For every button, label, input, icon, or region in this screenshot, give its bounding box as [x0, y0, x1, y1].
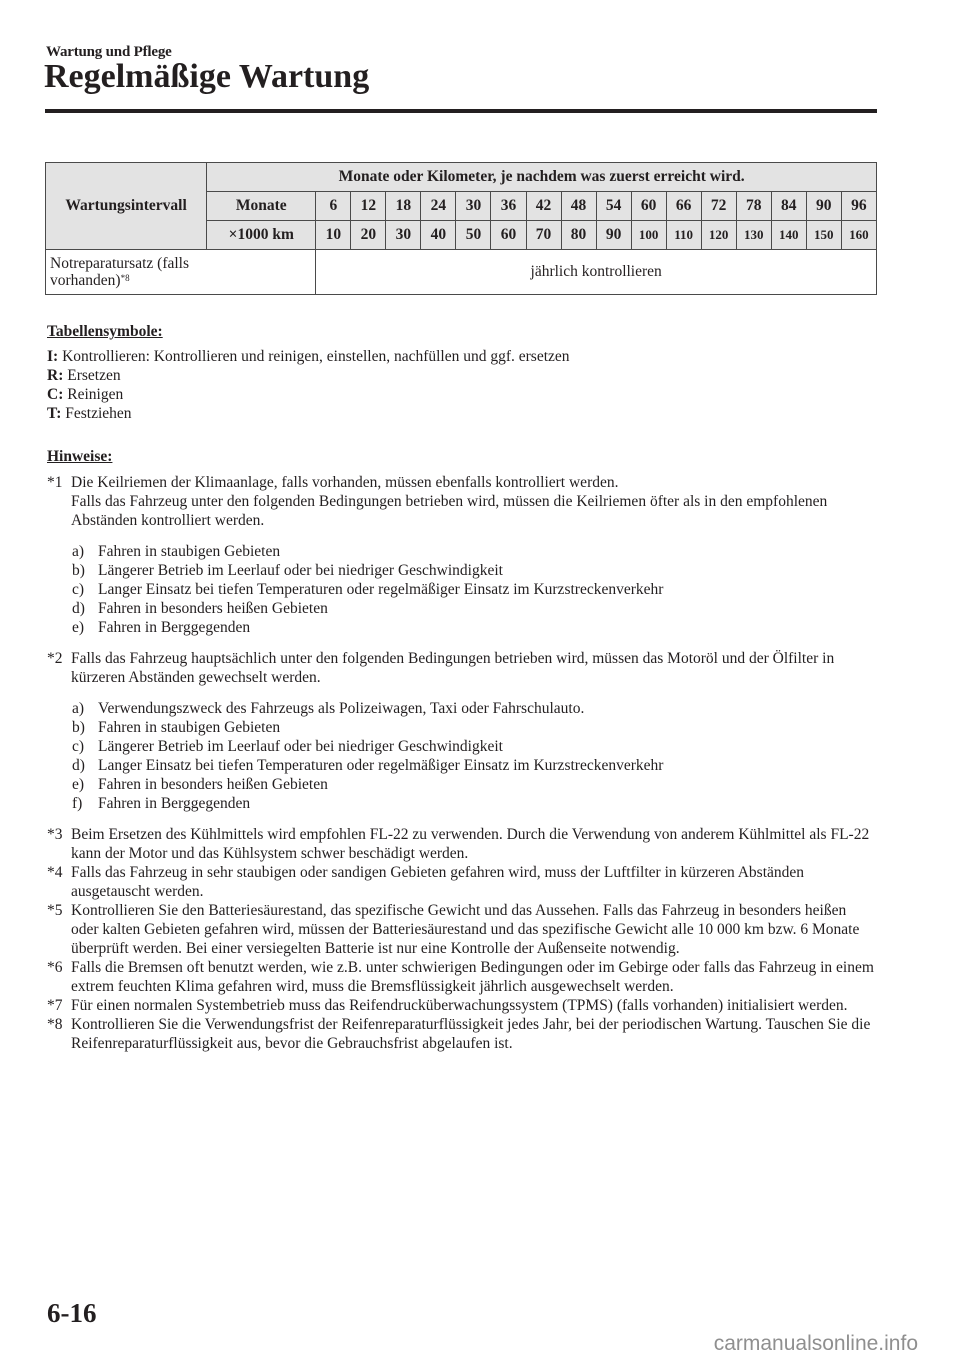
condition-item [72, 542, 877, 561]
condition-letter: c) [72, 738, 85, 755]
symbol-key: I: [47, 348, 59, 365]
months-value: 72 [701, 192, 736, 221]
symbols-list [47, 347, 877, 423]
km-value: 20 [351, 221, 386, 250]
symbol-key: T: [47, 405, 62, 422]
footnote-ref: *8 [120, 273, 130, 283]
section-label: Wartung und Pflege [46, 44, 172, 60]
km-value: 140 [771, 221, 806, 250]
condition-text: Fahren in staubigen Gebieten [98, 719, 281, 736]
notes-section [47, 447, 877, 1053]
condition-item [72, 699, 877, 718]
condition-letter: e) [72, 619, 85, 636]
note-text: Beim Ersetzen des Kühlmittels wird empfohlen FL-22 zu verwenden. Durch die Verwendung von anderem Kühlmittel als FL-22 kann der Motor und das Kühlsystem schwer beschädigt werden. [71, 826, 870, 862]
notes-heading: Hinweise: [47, 448, 113, 465]
symbol-key: C: [47, 386, 64, 403]
watermark: carmanualsonline.info [713, 1332, 918, 1355]
note-text: Kontrollieren Sie die Verwendungsfrist der Reifenreparaturflüssigkeit jedes Jahr, bei der periodischen Wartung. Tauschen Sie die Reifenreparaturflüssigkeit aus, bevor die Gebrauchsfrist abgelaufen ist. [71, 1016, 871, 1052]
condition-text: Langer Einsatz bei tiefen Temperaturen oder regelmäßiger Einsatz im Kurzstreckenverkehr [98, 581, 664, 598]
symbol-item [47, 385, 877, 404]
note-text-line2: Falls das Fahrzeug unter den folgenden Bedingungen betrieben wird, müssen die Keilriemen öfter als in den empfohlenen Abständen kontrolliert werden. [71, 493, 828, 529]
km-value: 160 [841, 221, 876, 250]
km-value: 110 [666, 221, 701, 250]
months-value: 60 [631, 192, 666, 221]
note-text: Falls das Fahrzeug in sehr staubigen oder sandigen Gebieten gefahren wird, muss der Luftfilter in kürzeren Abständen ausgetauscht werden. [71, 864, 805, 900]
symbol-text: Kontrollieren: Kontrollieren und reinigen, einstellen, nachfüllen und ggf. ersetzen [62, 348, 570, 365]
note-1-conditions [72, 542, 877, 637]
condition-item [72, 794, 877, 813]
symbol-text: Reinigen [67, 386, 124, 403]
months-value: 48 [561, 192, 596, 221]
km-value: 90 [596, 221, 631, 250]
condition-letter: d) [72, 600, 85, 617]
condition-text: Längerer Betrieb im Leerlauf oder bei niedriger Geschwindigkeit [98, 562, 503, 579]
notes-rest [47, 825, 877, 1053]
condition-text: Fahren in staubigen Gebieten [98, 543, 281, 560]
symbols-section [47, 322, 877, 423]
condition-item [72, 618, 877, 637]
km-value: 50 [456, 221, 491, 250]
condition-item [72, 580, 877, 599]
symbol-text: Festziehen [65, 405, 132, 422]
note-text: Falls die Bremsen oft benutzt werden, wie z.B. unter schwierigen Bedingungen oder im Gebirge oder falls das Fahrzeug in einem extrem feuchten Klima gefahren wird, muss die Bremsflüssigkeit jährlich ausgewechselt werden. [71, 959, 874, 995]
row-header: Wartungsintervall [46, 163, 207, 250]
months-value: 54 [596, 192, 631, 221]
symbol-item [47, 404, 877, 423]
months-value: 96 [841, 192, 876, 221]
table-header-row-span [46, 163, 877, 192]
note-mark: *2 [47, 650, 63, 667]
page-title: Regelmäßige Wartung [44, 58, 370, 95]
condition-text: Fahren in besonders heißen Gebieten [98, 776, 328, 793]
months-value: 42 [526, 192, 561, 221]
interval-value: jährlich kontrollieren [316, 250, 877, 295]
note-mark: *5 [47, 902, 63, 919]
note-text: Falls das Fahrzeug hauptsächlich unter den folgenden Bedingungen betrieben wird, müssen das Motoröl und der Ölfilter in kürzeren Abständen gewechselt werden. [71, 650, 835, 686]
note-mark: *6 [47, 959, 63, 976]
months-value: 84 [771, 192, 806, 221]
symbols-heading: Tabellensymbole: [47, 323, 163, 340]
condition-letter: a) [72, 543, 85, 560]
months-value: 12 [351, 192, 386, 221]
condition-item [72, 737, 877, 756]
condition-item [72, 561, 877, 580]
km-value: 60 [491, 221, 526, 250]
condition-item [72, 756, 877, 775]
months-value: 36 [491, 192, 526, 221]
symbol-item [47, 366, 877, 385]
condition-text: Langer Einsatz bei tiefen Temperaturen oder regelmäßiger Einsatz im Kurzstreckenverkehr [98, 757, 664, 774]
months-value: 18 [386, 192, 421, 221]
condition-letter: d) [72, 757, 85, 774]
km-value: 10 [316, 221, 351, 250]
note-mark: *4 [47, 864, 63, 881]
condition-text: Längerer Betrieb im Leerlauf oder bei niedriger Geschwindigkeit [98, 738, 503, 755]
months-value: 24 [421, 192, 456, 221]
condition-letter: a) [72, 700, 85, 717]
km-value: 40 [421, 221, 456, 250]
condition-letter: f) [72, 795, 83, 812]
condition-text: Verwendungszweck des Fahrzeugs als Polizeiwagen, Taxi oder Fahrschulauto. [98, 700, 585, 717]
km-value: 150 [806, 221, 841, 250]
page-number: 6-16 [47, 1298, 97, 1328]
condition-letter: e) [72, 776, 85, 793]
table-row [46, 250, 877, 295]
note-3 [47, 825, 877, 863]
note-text: Kontrollieren Sie den Batteriesäurestand, das spezifische Gewicht und das Aussehen. Falls das Fahrzeug in besonders heißen oder kalten Gebieten gefahren wird, müssen der Batteriesäurestand und das spezifische Gewicht alle 10 000 km bzw. 6 Monate überprüft werden. Bei einer versiegelten Batterie ist nur eine Kontrolle der Außenseite notwendig. [71, 902, 860, 957]
condition-text: Fahren in Berggegenden [98, 795, 251, 812]
item-name-line1: Notreparatursatz (falls [50, 255, 190, 272]
condition-text: Fahren in besonders heißen Gebieten [98, 600, 328, 617]
note-2 [47, 649, 877, 687]
note-mark: *8 [47, 1016, 63, 1033]
condition-text: Fahren in Berggegenden [98, 619, 251, 636]
symbol-item [47, 347, 877, 366]
condition-item [72, 775, 877, 794]
km-value: 120 [701, 221, 736, 250]
note-4 [47, 863, 877, 901]
note-mark: *7 [47, 997, 63, 1014]
title-rule [45, 109, 877, 113]
km-value: 70 [526, 221, 561, 250]
item-name-line2: vorhanden) [50, 272, 121, 289]
span-header: Monate oder Kilometer, je nachdem was zuerst erreicht wird. [207, 163, 877, 192]
note-mark: *3 [47, 826, 63, 843]
note-5 [47, 901, 877, 958]
condition-letter: c) [72, 581, 85, 598]
km-value: 80 [561, 221, 596, 250]
note-text-line1: Die Keilriemen der Klimaanlage, falls vorhanden, müssen ebenfalls kontrolliert werden. [71, 474, 619, 491]
months-label: Monate [207, 192, 316, 221]
months-value: 6 [316, 192, 351, 221]
km-value: 130 [736, 221, 771, 250]
months-value: 78 [736, 192, 771, 221]
note-8 [47, 1015, 877, 1053]
condition-letter: b) [72, 719, 85, 736]
months-value: 66 [666, 192, 701, 221]
item-cell [46, 250, 316, 295]
note-mark: *1 [47, 474, 63, 491]
note-6 [47, 958, 877, 996]
months-value: 90 [806, 192, 841, 221]
note-1 [47, 473, 877, 530]
condition-item [72, 599, 877, 618]
km-value: 100 [631, 221, 666, 250]
note-text: Für einen normalen Systembetrieb muss das Reifendrucküberwachungssystem (TPMS) (falls vorhanden) initialisiert werden. [71, 997, 848, 1014]
maintenance-table [45, 162, 877, 295]
note-2-conditions [72, 699, 877, 813]
condition-letter: b) [72, 562, 85, 579]
months-value: 30 [456, 192, 491, 221]
condition-item [72, 718, 877, 737]
km-label: ×1000 km [207, 221, 316, 250]
symbol-text: Ersetzen [67, 367, 121, 384]
note-7 [47, 996, 877, 1015]
symbol-key: R: [47, 367, 64, 384]
km-value: 30 [386, 221, 421, 250]
